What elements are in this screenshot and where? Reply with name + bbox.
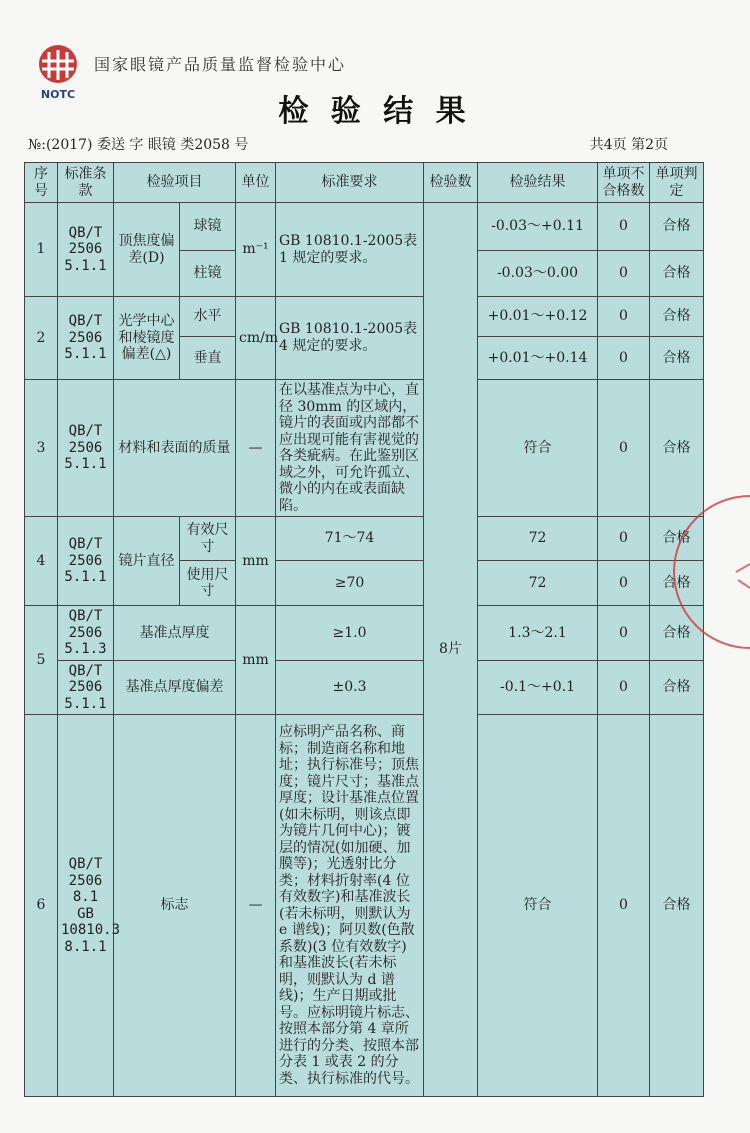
- requirement-cell: ≥1.0: [276, 606, 424, 661]
- seq-cell: 2: [25, 297, 58, 380]
- unit-cell: mm: [236, 517, 276, 606]
- requirement-cell: GB 10810.1-2005表 4 规定的要求。: [276, 297, 424, 380]
- result-cell: 72: [478, 517, 598, 561]
- std-cell: QB/T 2506 5.1.1: [58, 297, 114, 380]
- unit-cell: —: [236, 715, 276, 1097]
- seq-cell: 1: [25, 203, 58, 297]
- judgement-cell: 合格: [650, 297, 704, 337]
- header-unit: 单位: [236, 163, 276, 203]
- seq-cell: 5: [25, 606, 58, 715]
- result-cell: 符合: [478, 715, 598, 1097]
- judgement-cell: 合格: [650, 380, 704, 517]
- item-cell: 基准点厚度: [114, 606, 236, 661]
- table-row: [25, 715, 704, 1097]
- results-table: [24, 162, 704, 1097]
- header-std: 标准条款: [58, 163, 114, 203]
- subitem-cell: 柱镜: [180, 251, 236, 297]
- header-unqual: 单项不合格数: [598, 163, 650, 203]
- item-cell: 光学中心和棱镜度偏差(△): [114, 297, 180, 380]
- subitem-cell: 水平: [180, 297, 236, 337]
- results-table-container: [24, 162, 703, 1087]
- item-cell: 标志: [114, 715, 236, 1097]
- table-row: [25, 606, 704, 661]
- table-row: [25, 517, 704, 561]
- header-seq: 序号: [25, 163, 58, 203]
- subitem-cell: 使用尺寸: [180, 561, 236, 606]
- sample-count-cell: 8片: [424, 203, 478, 1097]
- judgement-cell: 合格: [650, 715, 704, 1097]
- std-cell: QB/T 2506 5.1.1: [58, 517, 114, 606]
- result-cell: 1.3～2.1: [478, 606, 598, 661]
- unqualified-cell: 0: [598, 561, 650, 606]
- std-cell: QB/T 2506 5.1.1: [58, 660, 114, 715]
- unit-cell: —: [236, 380, 276, 517]
- document-number: №:(2017) 委送 字 眼镜 类2058 号: [28, 137, 249, 153]
- table-row: [25, 203, 704, 251]
- requirement-cell: 71～74: [276, 517, 424, 561]
- requirement-cell: 应标明产品名称、商标；制造商名称和地址；执行标准号；顶焦度；镜片尺寸；基准点厚度；设计基准点位置(如未标明，则该点即为镜片几何中心)；镀层的情况(如加硬、加膜等)；光透射比分类；材料折射率(4 位有效数字)和基准波长(若未标明，则默认为 e 谱线)；阿贝数(色散系数)(3 位有效数字)和基准波长(若未标明，则默认为 d 谱线)；生产日期或批号。应标明镜片标志、按照本部分第 4 章所进行的分类、按照本部分表 1 或表 2 的分类、执行标准的代号。: [276, 715, 424, 1097]
- judgement-cell: 合格: [650, 251, 704, 297]
- result-cell: +0.01～+0.12: [478, 297, 598, 337]
- requirement-cell: GB 10810.1-2005表 1 规定的要求。: [276, 203, 424, 297]
- logo-text: NOTC: [40, 88, 76, 101]
- table-row: [25, 660, 704, 715]
- judgement-cell: 合格: [650, 517, 704, 561]
- judgement-cell: 合格: [650, 337, 704, 380]
- red-stamp-edge: [730, 492, 750, 652]
- result-cell: -0.1～+0.1: [478, 660, 598, 715]
- subitem-cell: 有效尺寸: [180, 517, 236, 561]
- result-cell: -0.03～+0.11: [478, 203, 598, 251]
- unqualified-cell: 0: [598, 203, 650, 251]
- unqualified-cell: 0: [598, 660, 650, 715]
- unqualified-cell: 0: [598, 715, 650, 1097]
- std-cell: QB/T 2506 5.1.1: [58, 380, 114, 517]
- item-cell: 基准点厚度偏差: [114, 660, 236, 715]
- organization-name: 国家眼镜产品质量监督检验中心: [94, 55, 347, 74]
- unit-cell: cm/m: [236, 297, 276, 380]
- unqualified-cell: 0: [598, 251, 650, 297]
- seq-cell: 6: [25, 715, 58, 1097]
- judgement-cell: 合格: [650, 660, 704, 715]
- result-cell: 符合: [478, 380, 598, 517]
- judgement-cell: 合格: [650, 203, 704, 251]
- page-info: 共4页 第2页: [589, 137, 668, 153]
- requirement-cell: ≥70: [276, 561, 424, 606]
- unqualified-cell: 0: [598, 606, 650, 661]
- header-req: 标准要求: [276, 163, 424, 203]
- subitem-cell: 球镜: [180, 203, 236, 251]
- std-cell: QB/T 2506 8.1 GB 10810.3 8.1.1: [58, 715, 114, 1097]
- header-count: 检验数: [424, 163, 478, 203]
- requirement-cell: ±0.3: [276, 660, 424, 715]
- header-item: 检验项目: [114, 163, 236, 203]
- table-row: [25, 380, 704, 517]
- unqualified-cell: 0: [598, 297, 650, 337]
- judgement-cell: 合格: [650, 561, 704, 606]
- item-cell: 顶焦度偏差(D): [114, 203, 180, 297]
- result-cell: 72: [478, 561, 598, 606]
- table-header-row: [25, 163, 704, 203]
- unit-cell: m⁻¹: [236, 203, 276, 297]
- item-cell: 镜片直径: [114, 517, 180, 606]
- unit-cell: mm: [236, 606, 276, 715]
- judgement-cell: 合格: [650, 606, 704, 661]
- header-result: 检验结果: [478, 163, 598, 203]
- std-cell: QB/T 2506 5.1.3: [58, 606, 114, 661]
- std-cell: QB/T 2506 5.1.1: [58, 203, 114, 297]
- result-cell: -0.03～0.00: [478, 251, 598, 297]
- header-judge: 单项判定: [650, 163, 704, 203]
- subitem-cell: 垂直: [180, 337, 236, 380]
- unqualified-cell: 0: [598, 337, 650, 380]
- result-cell: +0.01～+0.14: [478, 337, 598, 380]
- page-title: 检 验 结 果: [278, 94, 472, 129]
- seq-cell: 4: [25, 517, 58, 606]
- item-cell: 材料和表面的质量: [114, 380, 236, 517]
- seq-cell: 3: [25, 380, 58, 517]
- table-row: [25, 297, 704, 337]
- unqualified-cell: 0: [598, 380, 650, 517]
- unqualified-cell: 0: [598, 517, 650, 561]
- requirement-cell: 在以基准点为中心，直径 30mm 的区域内，镜片的表面或内部都不应出现可能有害视觉的各类疵病。在此鉴别区域之外，可允许孤立、微小的内在或表面缺陷。: [276, 380, 424, 517]
